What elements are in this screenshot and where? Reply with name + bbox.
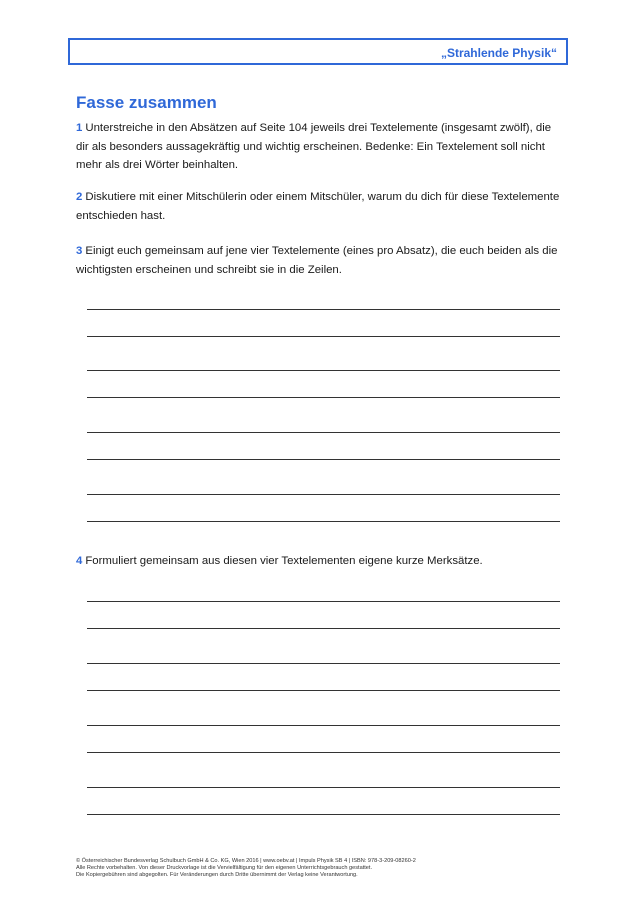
task-text: Diskutiere mit einer Mitschülerin oder einem Mitschüler, warum du dich für diese Textelemente entschieden hast. xyxy=(76,191,560,222)
task-1 xyxy=(76,119,566,175)
task-4 xyxy=(76,552,566,571)
writing-line[interactable] xyxy=(87,628,560,629)
writing-line[interactable] xyxy=(87,521,560,522)
writing-line[interactable] xyxy=(87,397,560,398)
footer-line: Die Kopiergebühren sind abgegolten. Für Veränderungen durch Dritte übernimmt der Verlag keine Verantwortung. xyxy=(76,872,358,879)
copyright-footer xyxy=(76,858,576,880)
writing-line[interactable] xyxy=(87,663,560,664)
task-number: 3 xyxy=(76,245,83,257)
task-text: Formuliert gemeinsam aus diesen vier Textelementen eigene kurze Merksätze. xyxy=(85,555,483,567)
writing-line[interactable] xyxy=(87,690,560,691)
page-title: Fasse zusammen xyxy=(76,93,217,112)
header-box xyxy=(68,38,568,65)
worksheet-series-title: „Strahlende Physik“ xyxy=(440,46,557,60)
writing-line[interactable] xyxy=(87,309,560,310)
writing-line[interactable] xyxy=(87,336,560,337)
writing-line[interactable] xyxy=(87,814,560,815)
writing-line[interactable] xyxy=(87,752,560,753)
task-3 xyxy=(76,242,566,279)
writing-line[interactable] xyxy=(87,787,560,788)
footer-line: © Österreichischer Bundesverlag Schulbuch GmbH & Co. KG, Wien 2016 | www.oebv.at | Impuls Physik SB 4 | ISBN: 978-3-209-08260-2 xyxy=(76,858,416,864)
footer-line: Alle Rechte vorbehalten. Von dieser Druckvorlage ist die Vervielfältigung für den eigenen Unterrichtsgebrauch gestattet. xyxy=(76,865,373,872)
task-text: Unterstreiche in den Absätzen auf Seite 104 jeweils drei Textelemente (insgesamt zwölf), die dir als besonders aussagekräftig und wichtig erscheinen. Bedenke: Ein Textelement soll nicht mehr als drei Wörter beinhalten. xyxy=(76,122,552,171)
task-number: 2 xyxy=(76,191,83,203)
writing-line[interactable] xyxy=(87,370,560,371)
task-number: 4 xyxy=(76,555,83,567)
writing-line[interactable] xyxy=(87,725,560,726)
task-number: 1 xyxy=(76,122,83,134)
writing-line[interactable] xyxy=(87,432,560,433)
writing-line[interactable] xyxy=(87,494,560,495)
writing-line[interactable] xyxy=(87,601,560,602)
writing-line[interactable] xyxy=(87,459,560,460)
task-text: Einigt euch gemeinsam auf jene vier Textelemente (eines pro Absatz), die euch beiden als die wichtigsten erscheinen und schreibt sie in die Zeilen. xyxy=(76,245,558,276)
task-2 xyxy=(76,188,566,225)
